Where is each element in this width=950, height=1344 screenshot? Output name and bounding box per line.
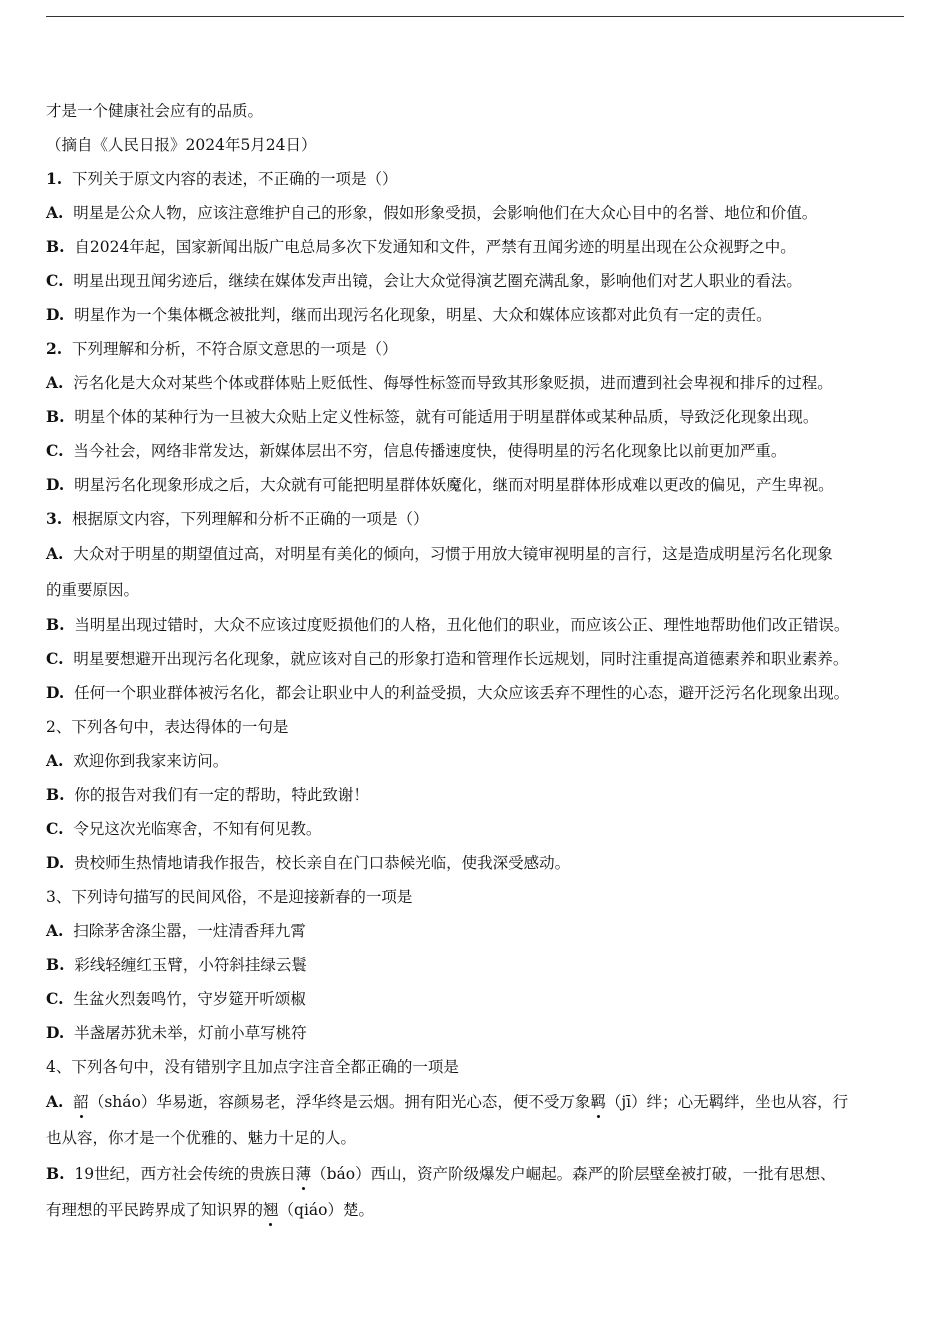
item-label: A. (46, 921, 64, 940)
option-letter: B. (46, 1164, 65, 1183)
text-line (46, 366, 906, 400)
option-text-continued: 有理想的平民跨界成了知识界的 (46, 1201, 264, 1219)
item-label: B. (46, 237, 65, 256)
line-text: 彩线轻缠红玉臂，小符斜挂绿云鬟 (74, 956, 307, 974)
line-text: 下列理解和分析，不符合原文意思的一项是（） (72, 340, 398, 358)
option-text: （sháo）华易逝，容颜易老，浮华终是云烟。拥有阳光心态，便不受万象 (88, 1093, 591, 1111)
item-label: C. (46, 441, 64, 460)
line-text: 明星个体的某种行为一旦被大众贴上定义性标签，就有可能适用于明星群体或某种品质，导致泛化现象出现。 (74, 408, 819, 426)
dotted-character: 羁 (590, 1084, 606, 1120)
text-line (46, 812, 906, 846)
text-line (46, 162, 906, 196)
text-line (46, 332, 906, 366)
item-label: A. (46, 751, 64, 770)
option-letter: A. (46, 1092, 64, 1111)
option-text: （báo）西山，资产阶级爆发户崛起。森严的阶层壁垒被打破，一批有思想、 (311, 1165, 836, 1183)
item-label: A. (46, 203, 64, 222)
item-label: C. (46, 271, 64, 290)
line-text: 根据原文内容，下列理解和分析不正确的一项是（） (72, 510, 429, 528)
item-label: 3. (46, 509, 63, 528)
text-line (46, 778, 906, 812)
text-line (46, 196, 906, 230)
question-4-option-b (46, 1156, 906, 1228)
item-label: A. (46, 373, 64, 392)
line-text: 下列关于原文内容的表述，不正确的一项是（） (72, 170, 398, 188)
line-text: 明星污名化现象形成之后，大众就有可能把明星群体妖魔化，继而对明星群体形成难以更改的偏见，产生卑视。 (74, 476, 834, 494)
line-text: 污名化是大众对某些个体或群体贴上贬低性、侮辱性标签而导致其形象贬损，进而遭到社会卑视和排斥的过程。 (73, 374, 833, 392)
question-3-option-a (46, 536, 906, 608)
line-text: 半盏屠苏犹未举，灯前小草写桃符 (74, 1024, 307, 1042)
item-label: D. (46, 475, 65, 494)
text-line (46, 230, 906, 264)
line-text: 明星作为一个集体概念被批判，继而出现污名化现象，明星、大众和媒体应该都对此负有一定的责任。 (74, 306, 772, 324)
line-text: 4、下列各句中，没有错别字且加点字注音全都正确的一项是 (46, 1058, 459, 1076)
line-text: 明星要想避开出现污名化现象，就应该对自己的形象打造和管理作长远规划，同时注重提高道德素养和职业素养。 (73, 650, 849, 668)
option-text: （jī）绊；心无羁绊，坐也从容，行 (605, 1093, 849, 1111)
item-label: B. (46, 407, 65, 426)
text-line (46, 608, 906, 642)
line-text: 贵校师生热情地请我作报告，校长亲自在门口恭候光临，使我深受感动。 (74, 854, 571, 872)
line-text: 生盆火烈轰鸣竹，守岁筵开听颂椒 (73, 990, 306, 1008)
item-label: D. (46, 853, 65, 872)
item-label: 1. (46, 169, 63, 188)
line-text: 明星是公众人物，应该注意维护自己的形象，假如形象受损，会影响他们在大众心目中的名誉、地位和价值。 (73, 204, 818, 222)
dotted-character: 韶 (73, 1084, 89, 1120)
text-line (46, 400, 906, 434)
line-text: 当明星出现过错时，大众不应该过度贬损他们的人格，丑化他们的职业，而应该公正、理性地帮助他们改正错误。 (74, 616, 850, 634)
text-line (46, 880, 906, 914)
text-line (46, 264, 906, 298)
text-line (46, 1050, 906, 1084)
exam-document (46, 94, 906, 1228)
text-line (46, 468, 906, 502)
dotted-character: 翘 (263, 1192, 279, 1228)
text-line (46, 710, 906, 744)
text-line (46, 298, 906, 332)
line-text: 明星出现丑闻劣迹后，继续在媒体发声出镜，会让大众觉得演艺圈充满乱象，影响他们对艺人职业的看法。 (73, 272, 802, 290)
text-line (46, 642, 906, 676)
text-line (46, 744, 906, 778)
item-label: C. (46, 819, 64, 838)
option-letter: A. (46, 544, 64, 563)
line-text: 自2024年起，国家新闻出版广电总局多次下发通知和文件，严禁有丑闻劣迹的明星出现在公众视野之中。 (74, 238, 796, 256)
item-label: D. (46, 1023, 65, 1042)
question-4-option-a (46, 1084, 906, 1156)
text-line (46, 914, 906, 948)
line-text: 你的报告对我们有一定的帮助，特此致谢！ (74, 786, 369, 804)
option-text: 大众对于明星的期望值过高，对明星有美化的倾向，习惯于用放大镜审视明星的言行，这是造成明星污名化现象 (73, 545, 833, 563)
text-line (46, 846, 906, 880)
item-label: 2. (46, 339, 63, 358)
item-label: C. (46, 989, 64, 1008)
text-line (46, 948, 906, 982)
text-line (46, 128, 906, 162)
item-label: D. (46, 305, 65, 324)
text-line (46, 502, 906, 536)
line-text: 当今社会，网络非常发达，新媒体层出不穷，信息传播速度快，使得明星的污名化现象比以前更加严重。 (73, 442, 787, 460)
line-text: 欢迎你到我家来访问。 (73, 752, 229, 770)
option-text-continued: （qiáo）楚。 (278, 1201, 374, 1219)
line-text: 才是一个健康社会应有的品质。 (46, 102, 264, 120)
text-line (46, 982, 906, 1016)
option-text-continued: 的重要原因。 (46, 581, 140, 599)
option-text: 19世纪，西方社会传统的贵族日 (74, 1165, 296, 1183)
item-label: D. (46, 683, 65, 702)
line-text: 扫除茅舍涤尘嚣，一炷清香拜九霄 (73, 922, 306, 940)
header-rule (46, 16, 904, 17)
item-label: B. (46, 955, 65, 974)
item-label: C. (46, 649, 64, 668)
option-text-continued: 也从容，你才是一个优雅的、魅力十足的人。 (46, 1129, 357, 1147)
item-label: B. (46, 785, 65, 804)
line-text: 任何一个职业群体被污名化，都会让职业中人的利益受损，大众应该丢弃不理性的心态，避开泛污名化现象出现。 (74, 684, 850, 702)
item-label: B. (46, 615, 65, 634)
text-line (46, 676, 906, 710)
text-line (46, 1016, 906, 1050)
text-line (46, 94, 906, 128)
line-text: 3、下列诗句描写的民间风俗，不是迎接新春的一项是 (46, 888, 413, 906)
text-line (46, 434, 906, 468)
line-text: 令兄这次光临寒舍，不知有何见教。 (73, 820, 322, 838)
line-text: 2、下列各句中，表达得体的一句是 (46, 718, 289, 736)
dotted-character: 薄 (296, 1156, 312, 1192)
line-text: （摘自《人民日报》2024年5月24日） (46, 136, 317, 154)
